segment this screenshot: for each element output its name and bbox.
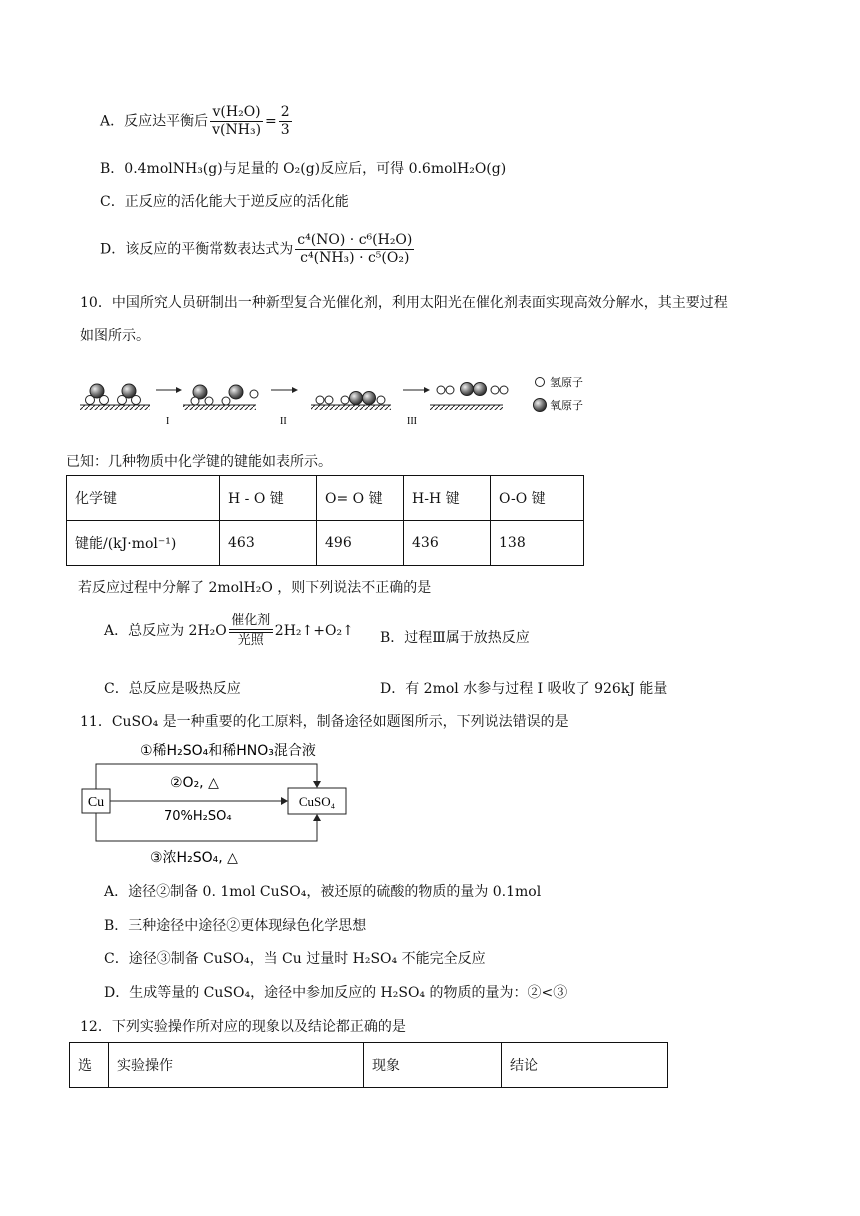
q9-option-a: A．反应达平衡后 $\frac{\text{v(H₂O)}}{\text{v(NH₃)}}$ = $\frac{2}{3}$ (100, 104, 290, 138)
catalyst-surface-1 (80, 405, 150, 410)
table-header-cell: O= O 键 (317, 476, 404, 521)
route-2-sublabel: 70%H₂SO₄ (164, 809, 232, 824)
q11-option-c: C．途径③制备 CuSO₄，当 Cu 过量时 H₂SO₄ 不能完全反应 (104, 951, 486, 967)
q11-option-b: B．三种途径中途径②更体现绿色化学思想 (104, 918, 367, 934)
experiment-table (69, 1042, 668, 1088)
table-header-cell: 化学键 (67, 476, 220, 521)
q11-stem: 11．CuSO₄ 是一种重要的化工原料，制备途径如题图所示，下列说法错误的是 (80, 714, 569, 730)
q9-option-b: B．0.4molNH₃(g)与足量的 O₂(g)反应后，可得 0.6molH₂O(g) (100, 161, 507, 177)
table-row (70, 1043, 668, 1088)
svg-text:氧原子: 氧原子 (550, 399, 583, 412)
q10-question: 若反应过程中分解了 2molH₂O ，则下列说法不正确的是 (78, 580, 432, 596)
water-molecule (118, 384, 141, 405)
legend-oxygen (534, 398, 584, 412)
arrow-step-1 (156, 387, 182, 393)
table-header-cell: 现象 (364, 1043, 502, 1088)
q10-stem-line2: 如图所示。 (80, 328, 150, 344)
adsorbed-atoms (191, 385, 258, 405)
q9-option-d-fraction: $\frac{\text{c⁴(NO) · c⁶(H₂O)}}{\text{c⁴(NH₃) · c⁵(O₂)}}$ (297, 232, 413, 266)
table-header-cell: 实验操作 (109, 1043, 364, 1088)
arrow-step-3 (403, 387, 430, 393)
route-1-label: ①稀H₂SO₄和稀HNO₃混合液 (140, 743, 316, 759)
table-cell: 436 (404, 521, 491, 566)
q11-option-d: D．生成等量的 CuSO₄，途径中参加反应的 H₂SO₄ 的物质的量为：②<③ (104, 985, 568, 1001)
table-row (67, 476, 584, 521)
cuso4-label: CuSO₄ (298, 794, 336, 809)
q9-option-d: D．该反应的平衡常数表达式为 $\frac{\text{c⁴(NO) · c⁶(H₂O)}}{\text{c⁴(NH₃) · c⁵(O₂)}}$ (100, 232, 413, 266)
table-row (67, 521, 584, 566)
table-header-cell: H-H 键 (404, 476, 491, 521)
q10-option-c: C．总反应是吸热反应 (104, 681, 241, 697)
table-header-cell: 选 (70, 1043, 109, 1088)
table-header-cell: 结论 (502, 1043, 668, 1088)
bond-energy-table (66, 475, 584, 566)
q10-option-b: B．过程Ⅲ属于放热反应 (380, 630, 530, 646)
table-cell: 138 (491, 521, 584, 566)
q11-option-a: A．途径②制备 0. 1mol CuSO₄，被还原的硫酸的物质的量为 0.1mol (104, 884, 542, 900)
svg-text:氢原子: 氢原子 (550, 376, 583, 389)
table-cell: 463 (220, 521, 317, 566)
step-label-3: III (407, 416, 417, 427)
q10-stem-line1: 10．中国所究人员研制出一种新型复合光催化剂，利用太阳光在催化剂表面实现高效分解水，其主要过程 (80, 295, 728, 311)
q10-known: 已知：几种物质中化学键的键能如表所示。 (66, 454, 332, 470)
table-cell: 496 (317, 521, 404, 566)
water-molecule (86, 384, 109, 405)
q10-option-d: D．有 2mol 水参与过程 I 吸收了 926kJ 能量 (380, 681, 668, 697)
step-label-1: I (166, 416, 170, 427)
reaction-condition: 催化剂 光照 (229, 613, 273, 649)
cu-label: Cu (87, 795, 105, 810)
catalyst-surface-2 (183, 405, 256, 410)
step-label-2: II (280, 416, 287, 427)
legend-hydrogen (536, 375, 584, 389)
q9-option-a-text: A．反应达平衡后 (100, 113, 209, 130)
water-splitting-diagram (78, 372, 598, 432)
cuso4-route-diagram (80, 735, 380, 865)
q9-option-a-fraction: $\frac{\text{v(H₂O)}}{\text{v(NH₃)}}$ (212, 104, 262, 138)
q10-option-a: A．总反应为 2H₂O 催化剂 光照 2H₂↑+O₂↑ (104, 613, 354, 648)
arrow-step-2 (271, 387, 298, 393)
q12-stem: 12．下列实验操作所对应的现象以及结论都正确的是 (80, 1019, 406, 1035)
catalyst-surface-3 (311, 405, 391, 410)
q9-option-c: C．正反应的活化能大于逆反应的活化能 (100, 194, 349, 210)
table-cell: 键能/(kJ·mol⁻¹) (67, 521, 220, 566)
intermediate-species (316, 392, 385, 405)
route-2-label: ②O₂, △ (170, 775, 219, 791)
table-header-cell: O-O 键 (491, 476, 584, 521)
q9-option-a-ratio: $\frac{2}{3}$ (280, 104, 290, 138)
product-molecules (437, 383, 508, 396)
table-header-cell: H - O 键 (220, 476, 317, 521)
route-3-label: ③浓H₂SO₄, △ (150, 850, 238, 865)
catalyst-surface-4 (430, 405, 503, 410)
